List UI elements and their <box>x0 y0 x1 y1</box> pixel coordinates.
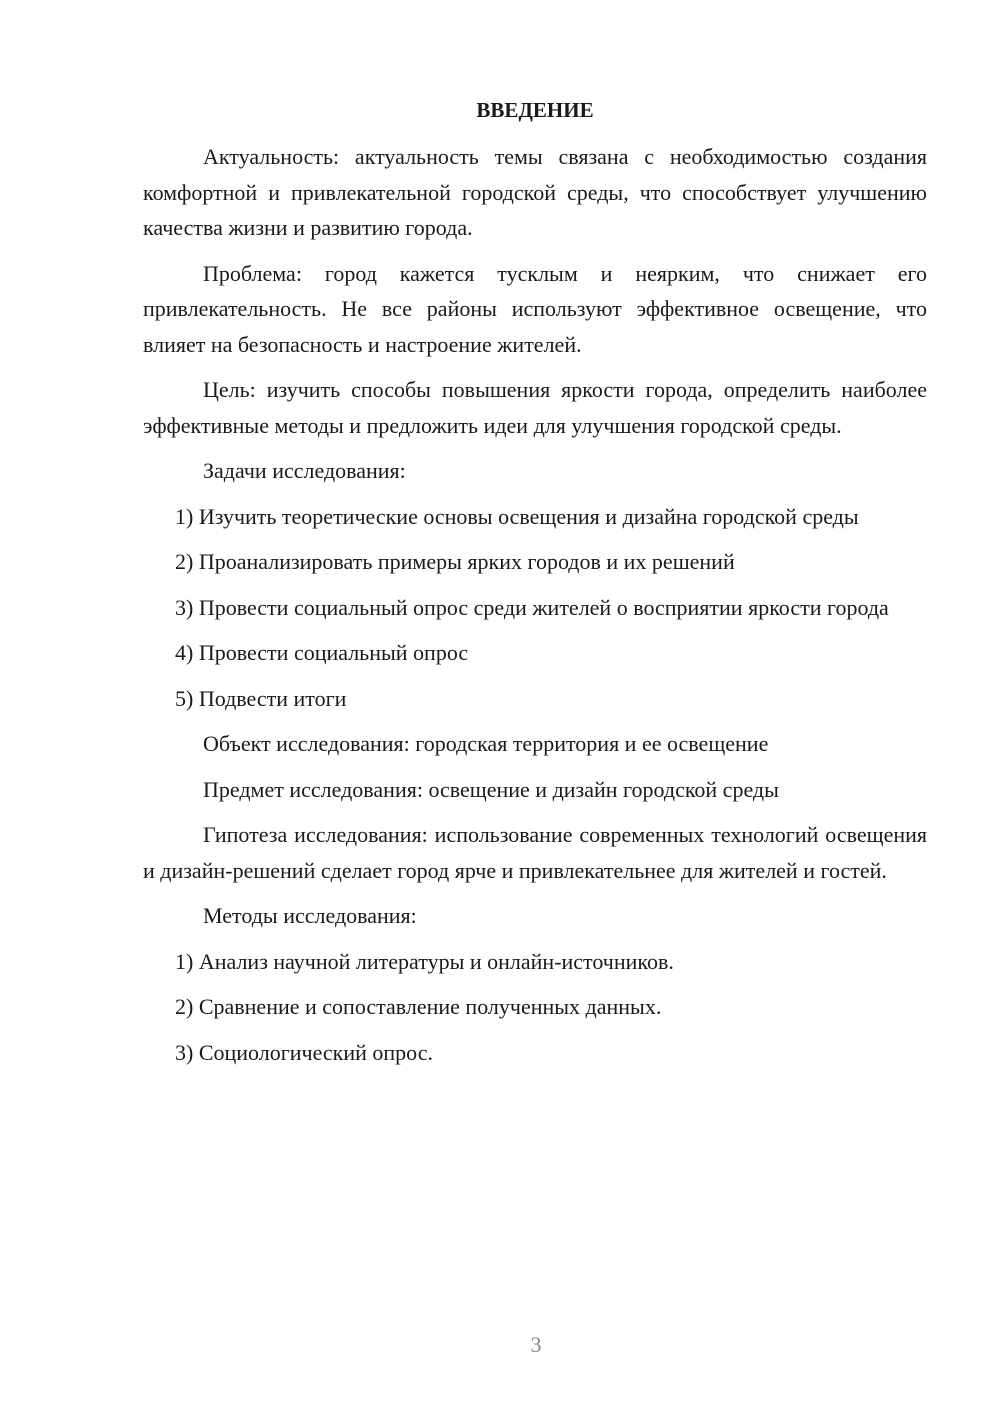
tasks-heading: Задачи исследования: <box>203 458 406 483</box>
section-title: ВВЕДЕНИЕ <box>476 98 594 122</box>
method-item: 3) Социологический опрос. <box>175 1039 433 1065</box>
goal-paragraph: Цель: изучить способы повышения яркости города, определить наиболее эффективные методы и предложить идеи для улучшения городской среды. <box>143 377 927 438</box>
method-item: 2) Сравнение и сопоставление полученных данных. <box>175 994 662 1019</box>
task-item: 3) Провести социальный опрос среди жителей о восприятии яркости города <box>175 594 889 620</box>
subject-paragraph: Предмет исследования: освещение и дизайн городской среды <box>203 776 779 802</box>
task-item: 4) Провести социальный опрос <box>175 640 469 665</box>
relevance-paragraph: Актуальность: актуальность темы связана с необходимостью создания комфортной и привлекательной городской среды, что способствует улучшению качества жизни и развитию города. <box>143 144 927 240</box>
problem-paragraph: Проблема: город кажется тусклым и неярким, что снижает его привлекательность. Не все районы используют эффективное освещение, что влияет на безопасность и настроение жителей. <box>143 260 927 357</box>
task-item: 1) Изучить теоретические основы освещения и дизайна городской среды <box>175 503 859 529</box>
page-content <box>143 92 927 1080</box>
methods-heading: Методы исследования: <box>203 903 417 928</box>
hypothesis-paragraph: Гипотеза исследования: использование современных технологий освещения и дизайн-решений сделает город ярче и привлекательнее для жителей и гостей. <box>143 822 927 883</box>
object-paragraph: Объект исследования: городская территория и ее освещение <box>203 731 769 756</box>
task-item: 5) Подвести итоги <box>175 685 347 711</box>
method-item: 1) Анализ научной литературы и онлайн-источников. <box>175 948 674 974</box>
task-item: 2) Проанализировать примеры ярких городов и их решений <box>175 549 735 574</box>
page-number: 3 <box>530 1332 542 1357</box>
